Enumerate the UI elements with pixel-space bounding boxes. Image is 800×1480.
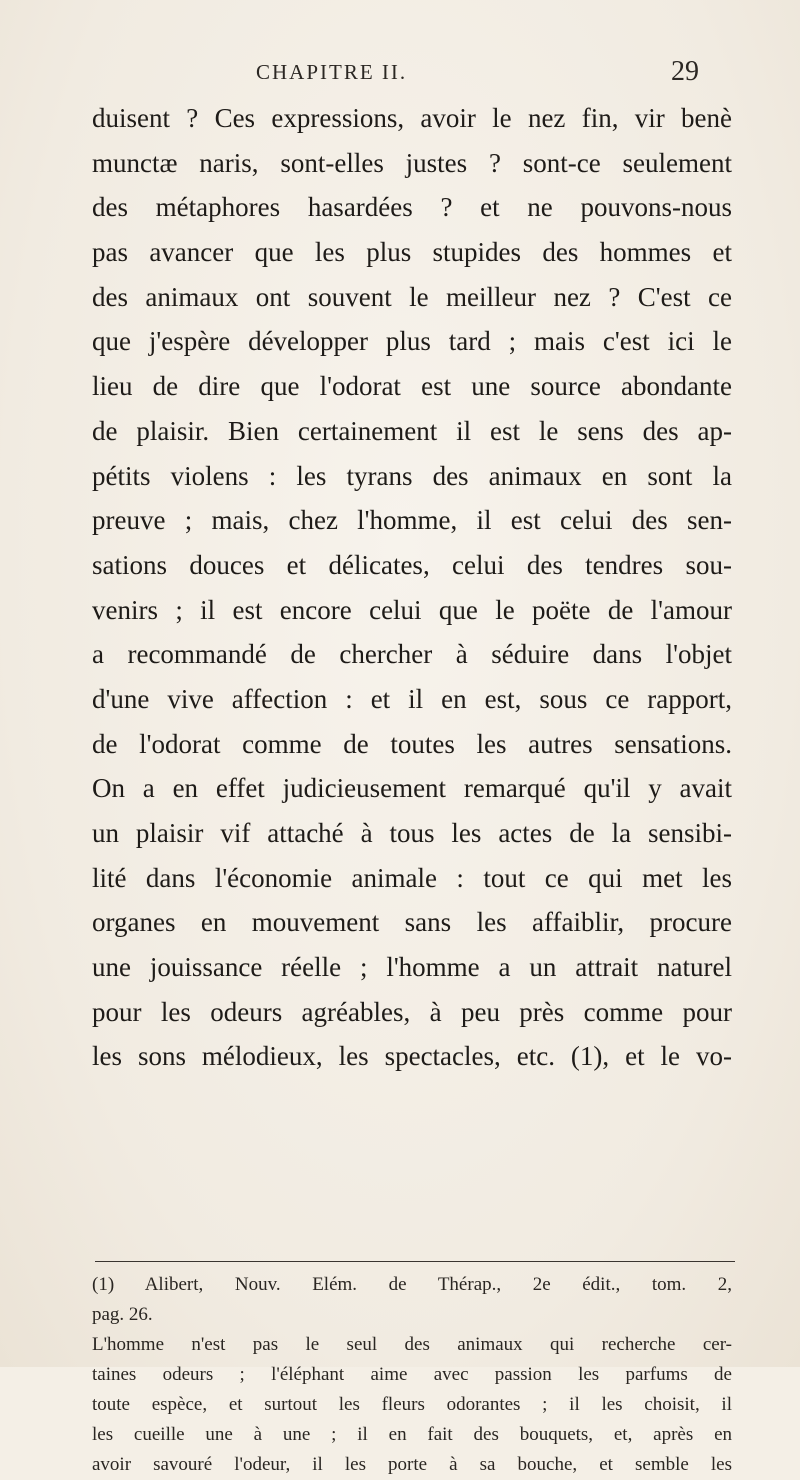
text-line: preuve ; mais, chez l'homme, il est celui des sen-	[92, 505, 732, 536]
text-line: lité dans l'économie animale : tout ce qui met les	[92, 862, 732, 893]
text-line: sations douces et délicates, celui des tendres sou-	[92, 549, 732, 580]
text-line: pas avancer que les plus stupides des hommes et	[92, 237, 732, 268]
text-line: une jouissance réelle ; l'homme a un attrait naturel	[92, 952, 732, 983]
footnote-line: pag. 26.	[92, 1304, 153, 1325]
footnote-divider	[95, 1261, 735, 1262]
footnotes	[92, 1270, 732, 1480]
text-line: pour les odeurs agréables, à peu près comme pour	[92, 996, 732, 1027]
text-line: des métaphores hasardées ? et ne pouvons-nous	[92, 192, 732, 223]
text-line: duisent ? Ces expressions, avoir le nez fin, vir benè	[92, 103, 732, 133]
page-number: 29	[671, 56, 699, 87]
text-line: munctæ naris, sont-elles justes ? sont-ce seulement	[92, 147, 732, 178]
text-line: d'une vive affection : et il en est, sous ce rapport,	[92, 683, 732, 714]
footnote-line: (1) Alibert, Nouv. Elém. de Thérap., 2e édit., tom. 2,	[92, 1274, 732, 1295]
footnote-line: les cueille une à une ; il en fait des bouquets, et, après en	[92, 1424, 732, 1445]
text-line: On a en effet judicieusement remarqué qu'il y avait	[92, 773, 732, 804]
text-line: de plaisir. Bien certainement il est le sens des ap-	[92, 415, 732, 446]
text-line: de l'odorat comme de toutes les autres sensations.	[92, 728, 732, 759]
text-line: venirs ; il est encore celui que le poëte de l'amour	[92, 594, 732, 625]
main-text	[92, 96, 732, 1079]
footnote-line: taines odeurs ; l'éléphant aime avec passion les parfums de	[92, 1364, 732, 1385]
text-line: un plaisir vif attaché à tous les actes de la sensibi-	[92, 818, 732, 848]
text-line: organes en mouvement sans les affaiblir, procure	[92, 907, 732, 938]
text-line: lieu de dire que l'odorat est une source abondante	[92, 371, 732, 402]
page-header	[0, 54, 800, 94]
text-line: des animaux ont souvent le meilleur nez ? C'est ce	[92, 281, 732, 312]
text-line: a recommandé de chercher à séduire dans l'objet	[92, 639, 732, 670]
running-head: CHAPITRE II.	[256, 60, 408, 84]
footnote-line: avoir savouré l'odeur, il les porte à sa bouche, et semble les	[92, 1454, 732, 1475]
text-line: que j'espère développer plus tard ; mais c'est ici le	[92, 326, 732, 357]
text-line: les sons mélodieux, les spectacles, etc. (1), et le vo-	[92, 1041, 732, 1072]
text-line: pétits violens : les tyrans des animaux en sont la	[92, 460, 732, 491]
footnote-line: toute espèce, et surtout les fleurs odorantes ; il les choisit, il	[92, 1394, 732, 1415]
footnote-line: L'homme n'est pas le seul des animaux qui recherche cer-	[92, 1334, 732, 1355]
